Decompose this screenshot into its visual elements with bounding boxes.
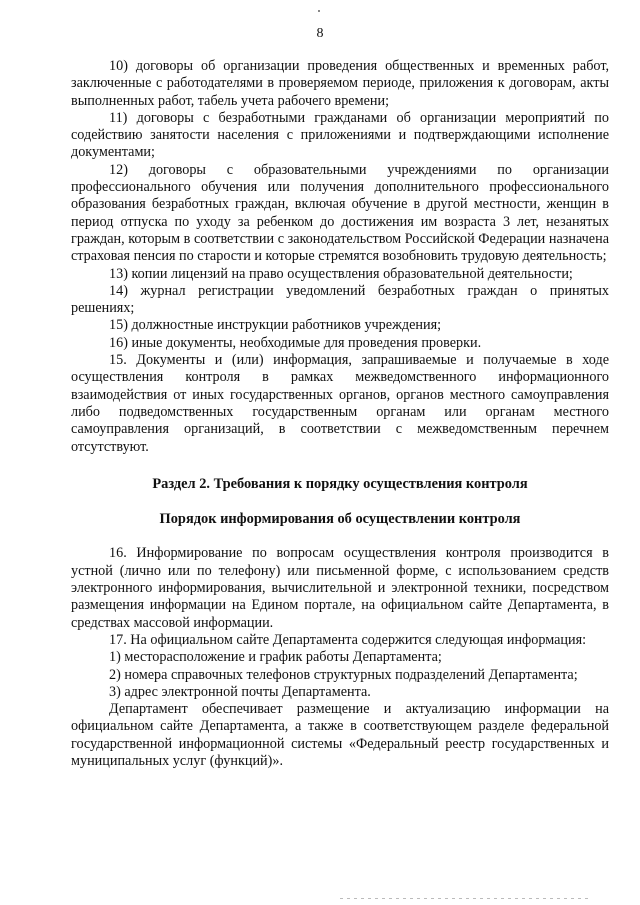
list-item-12: 12) договоры с образовательными учреждениями по организации профессионального обучения или получения дополнительного профессионального образования безработных граждан, включая обучение в другой местности, женщин в период отпуска по уходу за ребенком до достижения им возраста 3 лет, незанятых граждан, которым в соответствии с законодательством Российской Федерации назначена страховая пенсия по старости и которые стремятся возобновить трудовую деятельность; (71, 161, 609, 265)
list-item-16: 16) иные документы, необходимые для проведения проверки. (109, 334, 482, 351)
list-item-14: 14) журнал регистрации уведомлений безработных граждан о принятых решениях; (71, 282, 609, 317)
list-item-10: 10) договоры об организации проведения общественных и временных работ, заключенные с работодателями в проверяемом периоде, приложения к договорам, акты выполненных работ, табель учета рабочего времени; (71, 58, 609, 109)
clause-15: 15. Документы и (или) информация, запрашиваемые и получаемые в ходе осуществления контроля в рамках межведомственного информационного взаимодействия от иных государственных органов, органов местного самоуправления либо подведомственных государственным органам или органам местного самоуправления организаций, в соответствии с межведомственным перечнем отсутствуют. (71, 352, 609, 455)
info-item-3: 3) адрес электронной почты Департамента. (109, 683, 371, 700)
list-item-15: 15) должностные инструкции работников учреждения; (109, 317, 442, 334)
clause-17: 17. На официальном сайте Департамента содержится следующая информация: (109, 631, 587, 648)
list-item-11: 11) договоры с безработными гражданами об организации мероприятий по содействию занятости населения с приложениями и подтверждающими исполнение документами; (71, 109, 609, 161)
clause-16: 16. Информирование по вопросам осуществления контроля производится в устной (лично или по телефону) или письменной форме, с использованием средств электронного информирования, вычислительной и электронной техники, посредством размещения информации на Едином портале, на официальном сайте Департамента, в средствах массовой информации. (71, 545, 609, 631)
info-item-2: 2) номера справочных телефонов структурных подразделений Департамента; (109, 666, 578, 683)
scan-speck (318, 10, 320, 12)
section-2-heading: Раздел 2. Требования к порядку осуществления контроля (152, 475, 528, 492)
list-item-13: 13) копии лицензий на право осуществления образовательной деятельности; (109, 265, 573, 282)
info-item-1: 1) месторасположение и график работы Департамента; (109, 649, 442, 666)
page-number: 8 (316, 26, 324, 41)
department-obligation: Департамент обеспечивает размещение и актуализацию информации на официальном сайте Департамента, а также в соответствующем разделе федеральной государственной информационной системы «Федеральный реестр государственных и муниципальных услуг (функций)». (71, 701, 609, 769)
subsection-heading: Порядок информирования об осуществлении контроля (159, 511, 521, 528)
scan-footer-line (340, 898, 590, 899)
page-content (71, 58, 609, 770)
